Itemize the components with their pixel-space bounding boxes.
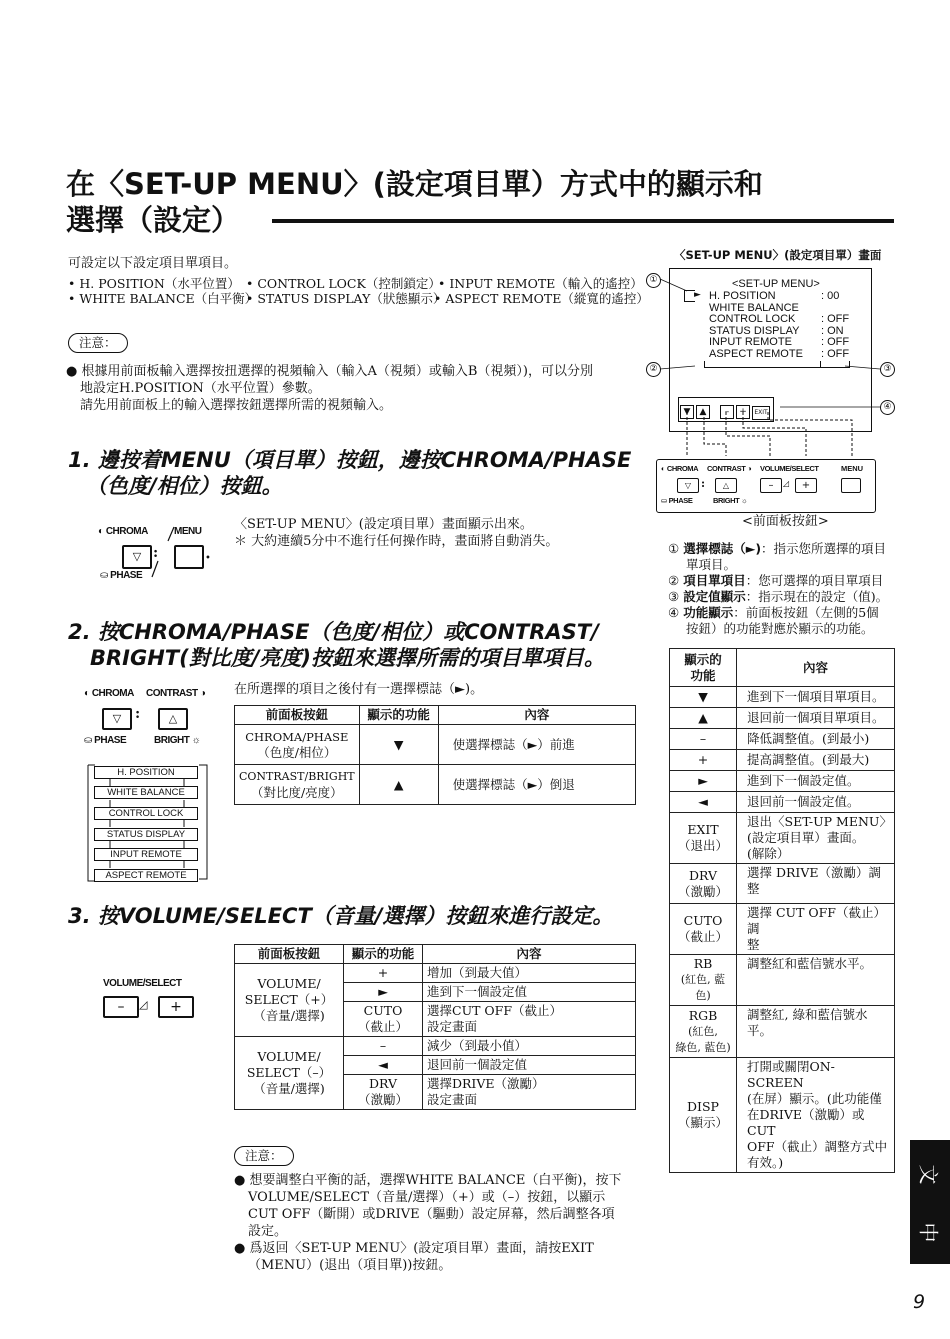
panel-minus-button[interactable]: –	[760, 478, 782, 493]
table-cell: RGB (紅色, 綠色, 藍色)	[670, 1006, 737, 1058]
menu-item[interactable]: WHITE BALANCE	[709, 301, 799, 314]
dot-mark: •	[205, 553, 211, 564]
table-row	[670, 771, 895, 792]
table-cell: 使選擇標誌（►）倒退	[438, 765, 635, 805]
colon-sep: :	[701, 477, 706, 490]
chroma-label: ◐ CHROMA	[98, 526, 148, 537]
table-cell: 進到下一個設定值	[423, 983, 636, 1002]
step2-desc: 在所選擇的項目之後付有一選擇標誌（►)。	[234, 682, 484, 697]
table-cell: ▲	[670, 708, 737, 729]
table-cell: VOLUME/ SELECT（–） （音量/選擇)	[235, 1037, 344, 1110]
table-cell: EXIT （退出）	[670, 813, 737, 864]
phase-icon: ⛀	[84, 735, 92, 746]
table-cell: 退回前一個設定值	[423, 1056, 636, 1075]
fn-exit: EXIT	[752, 406, 770, 420]
panel-menu-label: MENU	[841, 464, 864, 473]
menu-item[interactable]: ASPECT REMOTE : OFF	[709, 347, 850, 360]
table-header-row	[235, 945, 636, 964]
table-cell: 退回前一個設定值。	[737, 792, 895, 813]
panel-menu-button[interactable]	[841, 478, 861, 493]
fn-plus: +	[736, 405, 750, 419]
volume-ramp-icon: ◿	[139, 998, 148, 1011]
note-badge: 注意：	[234, 1146, 294, 1166]
table-cell: 提高調整值。(到最大)	[737, 750, 895, 771]
table-cell: ▲	[359, 765, 438, 805]
menu-item[interactable]: CONTROL LOCK : OFF	[709, 313, 850, 325]
table-cell: 選擇DRIVE（激勵） 設定畫面	[423, 1075, 636, 1110]
language-side-tab	[910, 1140, 950, 1264]
flow-item: H. POSITION	[94, 766, 198, 779]
table-cell: 打開或關閉ON-SCREEN (在屏）顯示。(此功能僅 在DRIVE（激勵）或CUT OFF（截止）調整方式中 有效。)	[737, 1058, 895, 1173]
step2-table	[234, 705, 636, 805]
screen-caption: 〈SET-UP MENU〉(設定項目單）畫面	[674, 248, 882, 262]
callout-2: ②	[646, 362, 661, 377]
step1-line: （色度/相位）按鈕。	[86, 474, 283, 498]
screen-legend	[668, 541, 898, 637]
intro-item: • INPUT REMOTE（輸入的遙控）	[438, 276, 643, 291]
table-header: 內容	[737, 649, 895, 687]
panel-volsel-label: VOLUME/SELECT	[760, 464, 819, 473]
table-cell: RB (紅色, 藍色)	[670, 955, 737, 1006]
chroma-icon: ◐	[661, 464, 666, 473]
callout-1: ①	[646, 273, 661, 288]
note2-line: 設定。	[248, 1224, 288, 1239]
intro-item: • H. POSITION（水平位置）	[68, 276, 240, 291]
table-row	[670, 708, 895, 729]
flow-item: WHITE BALANCE	[94, 786, 198, 799]
contrast-icon: ◑	[747, 464, 752, 473]
intro-item: • WHITE BALANCE（白平衡）	[68, 291, 258, 306]
front-panel	[656, 459, 876, 513]
note2-line: ● 爲返回〈SET-UP MENU〉(設定項目單）畫面，請按EXIT	[234, 1241, 594, 1256]
table-row	[235, 964, 636, 983]
table-cell: 選擇 DRIVE（激勵）調整	[737, 864, 895, 904]
table-header: 前面板按鈕	[235, 706, 360, 725]
table-row	[235, 725, 636, 765]
intro-items	[68, 276, 648, 306]
selection-marker-icon: ►	[694, 290, 701, 300]
legend-item: ① 選擇標誌（►)：指示您所選擇的項目	[668, 541, 887, 556]
chroma-phase-button[interactable]: ▽	[102, 708, 132, 730]
note2-line: CUT OFF（斷開）或DRIVE（驅動）設定屏幕，然后調整各項	[248, 1207, 615, 1222]
table-cell: CUTO （截止）	[344, 1002, 423, 1037]
table-header: 內容	[438, 706, 635, 725]
table-cell: 調整紅, 綠和藍信號水平。	[737, 1006, 895, 1058]
page-number: 9	[913, 1291, 926, 1313]
table-cell: ►	[344, 983, 423, 1002]
table-cell: 選擇CUT OFF（截止） 設定畫面	[423, 1002, 636, 1037]
legend-item-cont: 單項目。	[686, 557, 737, 572]
tab-char: 中	[916, 1222, 941, 1243]
bright-icon: ☼	[741, 496, 748, 505]
phase-icon: ⛀	[100, 570, 108, 581]
chroma-icon: ◐	[84, 688, 90, 699]
step2-heading	[68, 619, 605, 671]
step1-desc-line: ＊ 大約連續5分中不進行任何操作時，畫面將自動消失。	[234, 534, 559, 549]
menu-item[interactable]: STATUS DISPLAY : ON	[709, 324, 844, 337]
table-cell: VOLUME/ SELECT（+） （音量/選擇)	[235, 964, 344, 1037]
table-row	[670, 1006, 895, 1058]
chroma-phase-button[interactable]: ▽	[122, 545, 152, 569]
volume-select-label: VOLUME/SELECT	[103, 978, 182, 989]
step3-table	[234, 944, 636, 1110]
note1-line: ● 根據用前面板輸入選擇按扭選擇的視頻輸入（輸入A（視頻）或輸入B（視頻）)，可以分別	[66, 364, 593, 379]
table-cell: +	[344, 964, 423, 983]
step1-desc	[234, 516, 558, 550]
panel-plus-button[interactable]: +	[795, 478, 817, 493]
callout-4: ④	[880, 400, 895, 415]
panel-contrast-label: CONTRAST ◑	[707, 464, 752, 473]
table-header: 顯示的功能	[344, 945, 423, 964]
contrast-icon: ◑	[199, 688, 206, 699]
table-cell: DISP （顯示）	[670, 1058, 737, 1173]
table-cell: ◄	[344, 1056, 423, 1075]
menu-button[interactable]	[174, 545, 204, 569]
step1-button-diagram	[98, 525, 218, 585]
table-cell: 退出〈SET-UP MENU〉 (設定項目單）畫面。 (解除）	[737, 813, 895, 864]
bright-label: BRIGHT ☼	[154, 735, 201, 746]
page-title	[66, 166, 763, 238]
fn-down: ▼	[680, 405, 694, 419]
menu-title: <SET-UP MENU>	[732, 278, 820, 290]
legend-item: ③ 設定值顯示：指示現在的設定（值)。	[668, 589, 889, 604]
menu-label: MENU	[174, 526, 202, 537]
title-line-2: 選擇（設定）	[66, 203, 241, 237]
contrast-bright-button[interactable]: △	[158, 708, 188, 730]
table-row	[235, 765, 636, 805]
note-badge: 注意：	[68, 333, 128, 353]
table-header: 內容	[423, 945, 636, 964]
table-cell: DRV （激勵）	[344, 1075, 423, 1110]
panel-bright-label: BRIGHT ☼	[713, 496, 748, 505]
table-row	[670, 955, 895, 1006]
step1-desc-line: 〈SET-UP MENU〉(設定項目單）畫面顯示出來。	[234, 517, 533, 532]
table-cell: +	[670, 750, 737, 771]
fn-minus: –	[720, 405, 734, 419]
bright-icon: ☼	[191, 735, 201, 746]
phase-icon: ⛀	[661, 496, 667, 505]
title-line-1: 在〈SET-UP MENU〉(設定項目單）方式中的顯示和	[66, 167, 763, 201]
table-cell: ▼	[359, 725, 438, 765]
menu-item[interactable]: INPUT REMOTE : OFF	[709, 336, 850, 348]
title-rule	[272, 219, 894, 223]
intro-item: • CONTROL LOCK（控制鎖定）	[246, 276, 441, 291]
table-cell: 增加（到最大值）	[423, 964, 636, 983]
volume-plus-button[interactable]: +	[158, 996, 194, 1018]
contrast-label: CONTRAST ◑	[146, 688, 206, 699]
table-cell: 選擇 CUT OFF（截止）調 整	[737, 904, 895, 955]
step2-line: BRIGHT(對比度/亮度)按鈕來選擇所需的項目單項目。	[90, 646, 605, 670]
table-cell: CHROMA/PHASE （色度/相位）	[235, 725, 360, 765]
table-cell: ▼	[670, 687, 737, 708]
note2-line: （MENU）(退出（項目單))按鈕。	[248, 1258, 452, 1273]
table-cell: –	[670, 729, 737, 750]
flow-arrows	[84, 756, 214, 886]
intro-item: • STATUS DISPLAY（狀態顯示）	[246, 291, 446, 306]
tab-char: 文	[916, 1164, 941, 1185]
colon-sep: :	[153, 545, 159, 561]
panel-chroma-label: ◐ CHROMA	[661, 464, 699, 473]
note2-line: VOLUME/SELECT（音量/選擇）（+）或（–）按鈕，以顯示	[248, 1190, 606, 1205]
flow-item: INPUT REMOTE	[94, 848, 198, 861]
table-row	[670, 687, 895, 708]
intro-item: • ASPECT REMOTE（縱寬的遙控）	[434, 291, 649, 306]
table-cell: 調整紅和藍信號水平。	[737, 955, 895, 1006]
table-cell: ◄	[670, 792, 737, 813]
table-cell: CUTO （截止）	[670, 904, 737, 955]
legend-item: ② 項目單項目：您可選擇的項目單項目	[668, 573, 884, 588]
menu-item[interactable]: H. POSITION : 00	[709, 290, 840, 302]
legend-item: ④ 功能顯示：前面板按鈕（左側的5個	[668, 605, 879, 620]
note2-line: ● 想要調整白平衡的話，選擇WHITE BALANCE（白平衡)，按下	[234, 1173, 622, 1188]
fn-up: ▲	[696, 405, 710, 419]
note1-text	[66, 363, 646, 414]
step3-heading: 3. 按VOLUME/SELECT（音量/選擇）按鈕來進行設定。	[68, 904, 614, 928]
table-header-row	[670, 649, 895, 687]
volume-ramp-icon: ◿	[783, 479, 790, 488]
table-cell: 使選擇標誌（►）前進	[438, 725, 635, 765]
table-row	[670, 1058, 895, 1173]
table-row	[670, 729, 895, 750]
table-cell: 退回前一個項目單項目。	[737, 708, 895, 729]
flow-item: CONTROL LOCK	[94, 807, 198, 820]
step2-line: 2. 按CHROMA/PHASE（色度/相位）或CONTRAST/	[68, 620, 599, 644]
table-cell: 減少（到最小值）	[423, 1037, 636, 1056]
table-cell: 進到下一個項目單項目。	[737, 687, 895, 708]
panel-caption: <前面板按鈕>	[742, 514, 829, 529]
table-cell: DRV （激勵）	[670, 864, 737, 904]
table-cell: 進到下一個設定值。	[737, 771, 895, 792]
step2-button-diagram	[84, 686, 220, 750]
step1-heading	[68, 447, 631, 499]
table-row	[670, 792, 895, 813]
table-header: 前面板按鈕	[235, 945, 344, 964]
flow-item: ASPECT REMOTE	[94, 869, 198, 882]
table-row	[670, 864, 895, 904]
table-row	[235, 1037, 636, 1056]
panel-contrast-button[interactable]: △	[715, 478, 737, 493]
table-cell: ►	[670, 771, 737, 792]
note2-text	[234, 1172, 638, 1274]
panel-chroma-button[interactable]: ▽	[677, 478, 699, 493]
function-table	[669, 648, 895, 1173]
table-row	[670, 813, 895, 864]
table-row	[670, 750, 895, 771]
table-row	[670, 904, 895, 955]
chroma-icon: ◐	[98, 526, 104, 537]
table-header: 顯示的功能	[359, 706, 438, 725]
intro-text: 可設定以下設定項目單項目。	[68, 256, 238, 271]
note1-line: 地設定H.POSITION（水平位置）參數。	[80, 381, 321, 396]
table-header: 顯示的 功能	[670, 649, 737, 687]
callout-3: ③	[880, 362, 895, 377]
table-cell: CONTRAST/BRIGHT （對比度/亮度）	[235, 765, 360, 805]
table-cell: –	[344, 1037, 423, 1056]
chroma-label: ◐ CHROMA	[84, 688, 134, 699]
note1-line: 請先用前面板上的輸入選擇按鈕選擇所需的視頻輸入。	[80, 398, 393, 413]
colon-sep: :	[135, 706, 141, 722]
panel-phase-label: ⛀ PHASE	[661, 496, 693, 505]
step1-line: 1. 邊按着MENU（項目單）按鈕，邊按CHROMA/PHASE	[68, 448, 632, 472]
volume-minus-button[interactable]: –	[103, 996, 139, 1018]
legend-item-cont: 按鈕）的功能對應於顯示的功能。	[686, 621, 874, 636]
flow-item: STATUS DISPLAY	[94, 828, 198, 841]
phase-label: ⛀ PHASE	[100, 570, 143, 581]
table-header-row	[235, 706, 636, 725]
table-cell: 降低調整值。(到最小)	[737, 729, 895, 750]
phase-label: ⛀ PHASE	[84, 735, 127, 746]
